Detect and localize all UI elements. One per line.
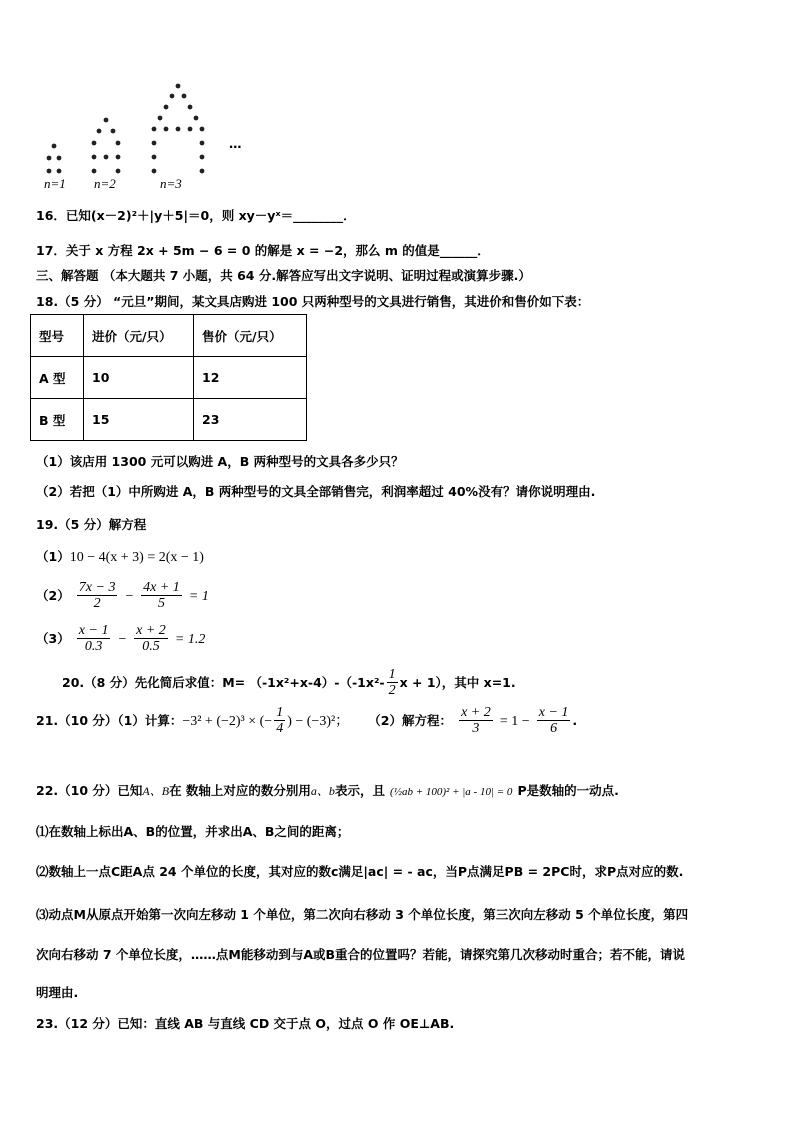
price-table bbox=[30, 314, 307, 441]
dot-pattern-figure bbox=[38, 78, 258, 196]
question-23: 23.（12 分）已知：直线 AB 与直线 CD 交于点 O，过点 O 作 OE⊥AB. bbox=[36, 1016, 455, 1031]
question-22-part3-line2: 次向右移动 7 个单位长度，……点M能移动到与A或B重合的位置吗？若能，请探究第几次移动时重合；若不能，请说 bbox=[36, 947, 686, 962]
question-22-part3-line3: 明理由. bbox=[36, 985, 79, 1000]
question-19-stem: 19.（5 分）解方程 bbox=[36, 517, 147, 532]
table-cell: B 型 bbox=[31, 399, 84, 441]
label-n2: n=2 bbox=[94, 176, 116, 191]
question-20: 20.（8 分）先化简后求值：M= （-1x²+x-4）-（-1x²- $\frac{1}{2}$ x + 1），其中 x=1. bbox=[62, 667, 516, 698]
table-header-row bbox=[31, 315, 307, 357]
figure-ellipsis: … bbox=[229, 136, 242, 151]
question-18-stem: 18.（5 分） “元旦”期间，某文具店购进 100 只两种型号的文具进行销售，其进价和售价如下表： bbox=[36, 294, 590, 309]
question-19-part2: （2） $\frac{7x - 3}{2}$ − $\frac{4x + 1}{5}$ = 1 bbox=[36, 580, 209, 611]
question-22-part2: ⑵数轴上一点C距A点 24 个单位的长度，其对应的数c满足|ac| = - ac，当P点满足PB = 2PC时，求P点对应的数. bbox=[36, 864, 684, 879]
table-cell: 12 bbox=[194, 357, 307, 399]
table-cell: A 型 bbox=[31, 357, 84, 399]
question-21: 21.（10 分）（1）计算：−3² + (−2)³ × (− $\frac{1}{4}$ ) − (−3)²； （2）解方程： $\frac{x + 2}{3}$ = 1 − $\frac{x - 1}{6}$ . bbox=[36, 705, 578, 736]
table-header: 进价（元/只） bbox=[84, 315, 194, 357]
pattern-n1 bbox=[47, 144, 62, 174]
table-cell: 15 bbox=[84, 399, 194, 441]
label-n3: n=3 bbox=[160, 176, 182, 191]
question-19-part1: （1）10 − 4(x + 3) = 2(x − 1) bbox=[36, 549, 204, 565]
table-row bbox=[31, 399, 307, 441]
table-header: 售价（元/只） bbox=[194, 315, 307, 357]
question-19-part3: （3） $\frac{x - 1}{0.3}$ − $\frac{x + 2}{0.5}$ = 1.2 bbox=[36, 623, 206, 654]
pattern-n3 bbox=[152, 84, 205, 174]
question-18-part1: （1）该店用 1300 元可以购进 A，B 两种型号的文具各多少只？ bbox=[36, 454, 404, 469]
question-22-part3-line1: ⑶动点M从原点开始第一次向左移动 1 个单位，第二次向右移动 3 个单位长度，第三次向左移动 5 个单位长度，第四 bbox=[36, 907, 689, 922]
question-18-part2: （2）若把（1）中所购进 A，B 两种型号的文具全部销售完，利润率超过 40%没有？请你说明理由. bbox=[36, 484, 596, 499]
section-heading: 三、解答题 （本大题共 7 小题，共 64 分.解答应写出文字说明、证明过程或演算步骤.） bbox=[36, 268, 531, 283]
question-17: 17．关于 x 方程 2x + 5m − 6 = 0 的解是 x = −2，那么 m 的值是______． bbox=[36, 243, 490, 258]
pattern-n2 bbox=[92, 118, 121, 174]
question-22-stem: 22.（10 分）已知A、B在 数轴上对应的数分别用a、b表示，且 (½ab + 100)² + |a - 10| = 0 P是数轴的一动点. bbox=[36, 783, 619, 798]
label-n1: n=1 bbox=[44, 176, 66, 191]
table-cell: 23 bbox=[194, 399, 307, 441]
table-row bbox=[31, 357, 307, 399]
table-header: 型号 bbox=[31, 315, 84, 357]
question-16: 16．已知(x－2)²＋|y＋5|＝0，则 xy－yˣ＝________． bbox=[36, 208, 356, 223]
question-22-part1: ⑴在数轴上标出A、B的位置，并求出A、B之间的距离； bbox=[36, 824, 350, 839]
table-cell: 10 bbox=[84, 357, 194, 399]
